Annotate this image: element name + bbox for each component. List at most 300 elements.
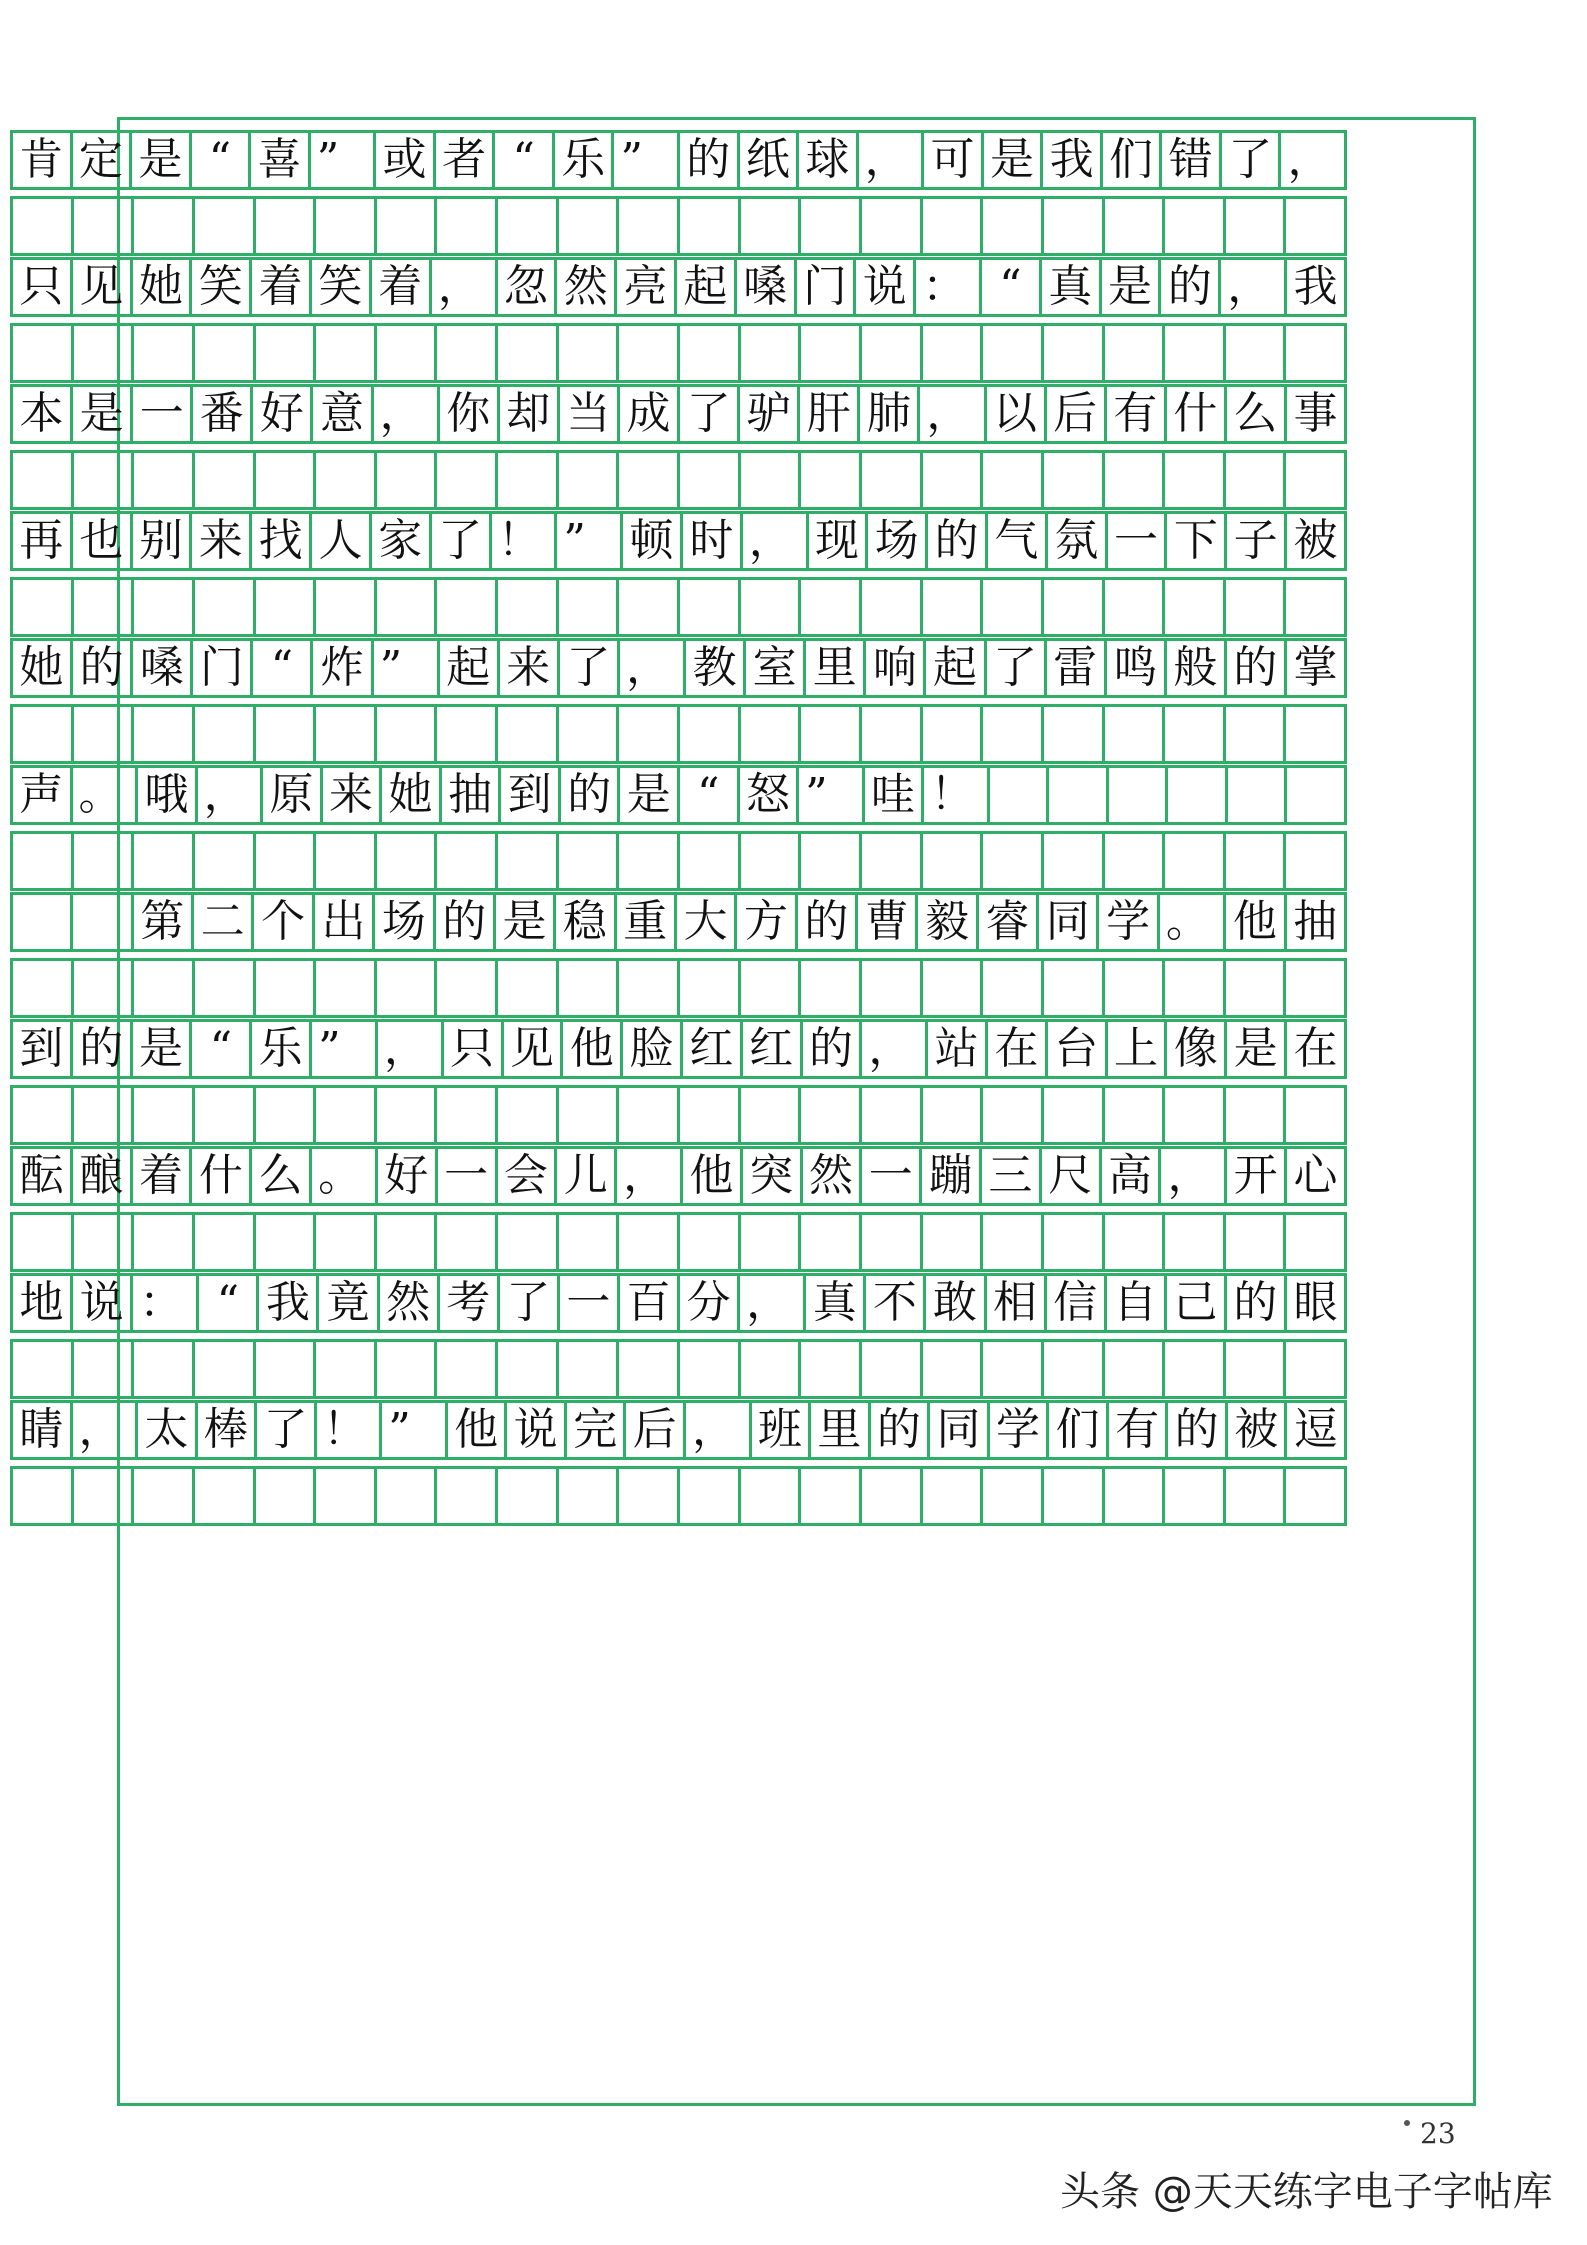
- grid-cell: [1105, 961, 1166, 1015]
- grid-cell: [923, 453, 984, 507]
- grid-cell: 她: [382, 768, 442, 822]
- grid-cell: 教: [686, 641, 746, 695]
- grid-cell: [13, 1342, 74, 1396]
- grid-cell: 乐: [555, 133, 615, 187]
- grid-cell: 然: [803, 1149, 863, 1203]
- grid-cell: 里: [806, 641, 866, 695]
- grid-cell: [801, 326, 862, 380]
- grid-cell: ”: [557, 514, 623, 568]
- grid-cell: [619, 326, 680, 380]
- grid-cell: [983, 961, 1044, 1015]
- grid-cell: 是: [132, 133, 192, 187]
- grid-cell: 番: [193, 387, 253, 441]
- grid-cell: [559, 1215, 620, 1269]
- grid-cell: 了: [987, 641, 1047, 695]
- grid-cell: [1044, 1088, 1105, 1142]
- grid-cell: [13, 326, 74, 380]
- grid-cell: 棒: [198, 1403, 258, 1457]
- grid-cell: [1286, 580, 1344, 634]
- grid-cell: [923, 961, 984, 1015]
- grid-cell: [74, 834, 135, 888]
- grid-cell: [437, 707, 498, 761]
- grid-cell: “: [192, 1022, 252, 1076]
- blank-row: [10, 958, 1347, 1018]
- grid-cell: [559, 580, 620, 634]
- grid-cell: 忽: [498, 260, 558, 314]
- grid-cell: [195, 199, 256, 253]
- grid-cell: [134, 453, 195, 507]
- grid-cell: [1105, 1088, 1166, 1142]
- grid-cell: 驴: [740, 387, 800, 441]
- grid-cell: [74, 199, 135, 253]
- grid-cell: [801, 1088, 862, 1142]
- grid-cell: 当: [560, 387, 620, 441]
- grid-cell: 怒: [740, 768, 800, 822]
- grid-cell: 以: [987, 387, 1047, 441]
- grid-cell: 着: [372, 260, 432, 314]
- grid-cell: 有: [1107, 387, 1167, 441]
- grid-cell: 纸: [740, 133, 800, 187]
- grid-cell: ，: [374, 387, 440, 441]
- grid-cell: [1226, 1088, 1287, 1142]
- grid-cell: 好: [253, 387, 313, 441]
- grid-cell: [680, 1215, 741, 1269]
- grid-cell: 脸: [623, 1022, 683, 1076]
- grid-cell: [377, 961, 438, 1015]
- grid-cell: 见: [504, 1022, 564, 1076]
- grid-cell: [1105, 1215, 1166, 1269]
- grid-cell: 原: [263, 768, 323, 822]
- grid-cell: 是: [984, 133, 1044, 187]
- grid-cell: [316, 199, 377, 253]
- grid-cell: [923, 1088, 984, 1142]
- grid-cell: [801, 453, 862, 507]
- page-number-dot: [1404, 2120, 1410, 2126]
- grid-cell: [862, 1342, 923, 1396]
- text-row: [10, 1273, 1347, 1333]
- grid-cell: 蹦: [922, 1149, 982, 1203]
- grid-cell: ，: [859, 133, 925, 187]
- grid-cell: 了: [500, 1276, 560, 1330]
- grid-cell: 掌: [1293, 642, 1338, 693]
- grid-cell: [680, 326, 741, 380]
- grid-cell: 哇: [865, 768, 925, 822]
- grid-cell: 的: [680, 133, 740, 187]
- grid-cell: 心: [1293, 1150, 1338, 1201]
- grid-cell: 相: [987, 1276, 1047, 1330]
- grid-cell: 二: [194, 895, 254, 949]
- grid-cell: [195, 453, 256, 507]
- blank-row: [10, 577, 1347, 637]
- grid-cell: 是: [133, 1022, 193, 1076]
- grid-cell: [923, 707, 984, 761]
- grid-cell: [195, 1469, 256, 1523]
- grid-cell: [316, 707, 377, 761]
- grid-cell: [134, 1342, 195, 1396]
- grid-cell: 上: [1108, 1022, 1168, 1076]
- grid-cell: “: [495, 133, 555, 187]
- grid-cell: 着: [133, 1149, 193, 1203]
- grid-cell: [680, 834, 741, 888]
- grid-cell: [1165, 453, 1226, 507]
- grid-cell: 眼: [1293, 1277, 1338, 1328]
- grid-cell: 在: [1293, 1023, 1338, 1074]
- grid-cell: [437, 1469, 498, 1523]
- grid-cell: 他: [563, 1022, 623, 1076]
- grid-cell: 抽: [442, 768, 502, 822]
- grid-cell: [801, 834, 862, 888]
- grid-cell: [74, 1469, 135, 1523]
- grid-cell: 一: [560, 1276, 620, 1330]
- grid-cell: 后: [1047, 387, 1107, 441]
- grid-cell: 一: [438, 1149, 498, 1203]
- grid-cell: [316, 834, 377, 888]
- grid-cell: 门: [193, 641, 253, 695]
- grid-cell: 像: [1167, 1022, 1227, 1076]
- grid-cell: 么: [1227, 387, 1287, 441]
- grid-cell: 哦: [138, 768, 198, 822]
- grid-cell: 是: [496, 895, 556, 949]
- grid-cell: ”: [312, 1022, 378, 1076]
- grid-cell: [74, 580, 135, 634]
- grid-cell: 是: [620, 768, 680, 822]
- text-row: [10, 130, 1347, 190]
- grid-cell: 红: [683, 1022, 743, 1076]
- grid-cell: 有: [1109, 1403, 1169, 1457]
- grid-cell: [801, 1469, 862, 1523]
- grid-cell: ，: [378, 1022, 444, 1076]
- grid-cell: [1165, 199, 1226, 253]
- grid-cell: [134, 834, 195, 888]
- grid-cell: [13, 453, 74, 507]
- grid-cell: ”: [311, 133, 377, 187]
- grid-cell: [437, 1342, 498, 1396]
- grid-cell: [1226, 834, 1287, 888]
- grid-cell: [256, 1342, 317, 1396]
- text-row: [10, 1400, 1347, 1460]
- grid-cell: [256, 834, 317, 888]
- grid-cell: 然: [557, 260, 617, 314]
- grid-cell: ！: [317, 1403, 383, 1457]
- grid-cell: 一: [1108, 514, 1168, 568]
- grid-cell: 的: [803, 1022, 863, 1076]
- grid-cell: [256, 453, 317, 507]
- grid-cell: [741, 961, 802, 1015]
- grid-cell: 亮: [617, 260, 677, 314]
- grid-cell: 一: [133, 387, 193, 441]
- grid-cell: [74, 453, 135, 507]
- grid-cell: [1105, 707, 1166, 761]
- grid-cell: [680, 707, 741, 761]
- grid-cell: 好: [378, 1149, 438, 1203]
- grid-cell: 里: [811, 1403, 871, 1457]
- grid-cell: 是: [1102, 260, 1162, 314]
- grid-cell: [923, 1469, 984, 1523]
- blank-row: [10, 704, 1347, 764]
- grid-cell: 来: [500, 641, 560, 695]
- grid-cell: [680, 1342, 741, 1396]
- grid-cell: 喜: [251, 133, 311, 187]
- grid-cell: [619, 834, 680, 888]
- grid-cell: [862, 707, 923, 761]
- grid-cell: [559, 1469, 620, 1523]
- grid-cell: [990, 768, 1050, 822]
- grid-cell: [1165, 961, 1226, 1015]
- grid-cell: ”: [614, 133, 680, 187]
- grid-cell: 室: [746, 641, 806, 695]
- grid-cell: 班: [752, 1403, 812, 1457]
- text-row: [10, 384, 1347, 444]
- grid-cell: [1226, 1469, 1287, 1523]
- grid-cell: [1165, 707, 1226, 761]
- grid-cell: [741, 1215, 802, 1269]
- grid-cell: 学: [1099, 895, 1159, 949]
- grid-cell: 竟: [319, 1276, 379, 1330]
- grid-cell: 球: [799, 133, 859, 187]
- grid-cell: 在: [988, 1022, 1048, 1076]
- grid-cell: 地: [13, 1276, 73, 1330]
- grid-cell: ，: [740, 1276, 806, 1330]
- grid-cell: [316, 1215, 377, 1269]
- grid-cell: [1226, 453, 1287, 507]
- grid-cell: [437, 580, 498, 634]
- grid-cell: [437, 961, 498, 1015]
- grid-cell: 肺: [860, 387, 920, 441]
- grid-cell: [74, 1342, 135, 1396]
- grid-cell: 会: [498, 1149, 558, 1203]
- grid-cell: [1044, 580, 1105, 634]
- grid-cell: [256, 580, 317, 634]
- grid-cell: 真: [1042, 260, 1102, 314]
- grid-cell: [983, 1469, 1044, 1523]
- grid-cell: [195, 707, 256, 761]
- grid-cell: [1105, 326, 1166, 380]
- grid-cell: 太: [138, 1403, 198, 1457]
- grid-cell: 的: [1161, 260, 1221, 314]
- grid-cell: 只: [13, 260, 73, 314]
- grid-cell: [1105, 453, 1166, 507]
- blank-row: [10, 1466, 1347, 1526]
- grid-cell: [316, 1342, 377, 1396]
- grid-cell: [741, 199, 802, 253]
- grid-cell: [923, 326, 984, 380]
- text-row: [10, 1019, 1347, 1079]
- grid-cell: [741, 326, 802, 380]
- grid-cell: [498, 1469, 559, 1523]
- blank-row: [10, 1085, 1347, 1145]
- grid-cell: 了: [1222, 133, 1282, 187]
- grid-cell: 的: [73, 641, 133, 695]
- grid-cell: [1286, 961, 1344, 1015]
- grid-cell: [377, 1342, 438, 1396]
- grid-cell: “: [192, 133, 252, 187]
- grid-cell: [862, 961, 923, 1015]
- grid-cell: 也: [73, 514, 133, 568]
- grid-cell: 来: [323, 768, 383, 822]
- grid-cell: [1286, 707, 1344, 761]
- grid-cell: [498, 199, 559, 253]
- grid-cell: [619, 199, 680, 253]
- grid-cell: 可: [924, 133, 984, 187]
- grid-cell: [983, 834, 1044, 888]
- grid-cell: 起: [440, 641, 500, 695]
- grid-cell: 声: [13, 768, 73, 822]
- grid-cell: 逗: [1293, 1404, 1338, 1455]
- grid-cell: 们: [1103, 133, 1163, 187]
- grid-cell: 意: [313, 387, 373, 441]
- grid-cell: ”: [374, 641, 440, 695]
- blank-row: [10, 1339, 1347, 1399]
- grid-cell: “: [680, 768, 740, 822]
- grid-cell: [923, 834, 984, 888]
- grid-cell: [498, 326, 559, 380]
- grid-cell: 我: [1293, 261, 1338, 312]
- grid-cell: 尺: [1042, 1149, 1102, 1203]
- grid-cell: [983, 1215, 1044, 1269]
- grid-cell: [1105, 834, 1166, 888]
- text-row: [10, 892, 1347, 952]
- grid-cell: [1228, 768, 1288, 822]
- grid-cell: 抽: [1293, 896, 1338, 947]
- grid-cell: ，: [432, 260, 498, 314]
- grid-cell: 是: [73, 387, 133, 441]
- grid-cell: [74, 326, 135, 380]
- grid-cell: [437, 453, 498, 507]
- grid-cell: [13, 707, 74, 761]
- grid-cell: [498, 707, 559, 761]
- grid-cell: [256, 961, 317, 1015]
- grid-cell: [498, 453, 559, 507]
- grid-cell: 的: [798, 895, 858, 949]
- grid-cell: [195, 961, 256, 1015]
- grid-cell: 睛: [13, 1403, 73, 1457]
- grid-cell: [1044, 199, 1105, 253]
- grid-cell: [1286, 1088, 1344, 1142]
- grid-cell: 。: [73, 768, 139, 822]
- grid-cell: [741, 1342, 802, 1396]
- grid-cell: 的: [871, 1403, 931, 1457]
- blank-row: [10, 323, 1347, 383]
- grid-cell: [801, 1215, 862, 1269]
- grid-cell: 睿: [979, 895, 1039, 949]
- grid-cell: 说: [856, 260, 916, 314]
- grid-cell: 定: [73, 133, 133, 187]
- grid-cell: [377, 1088, 438, 1142]
- grid-cell: [1044, 1469, 1105, 1523]
- grid-cell: [619, 961, 680, 1015]
- grid-cell: 一: [862, 1149, 922, 1203]
- grid-cell: [1165, 834, 1226, 888]
- grid-cell: [1109, 768, 1169, 822]
- grid-cell: 站: [928, 1022, 988, 1076]
- grid-cell: [134, 707, 195, 761]
- grid-cell: 重: [617, 895, 677, 949]
- grid-cell: 场: [375, 895, 435, 949]
- grid-cell: [377, 199, 438, 253]
- grid-cell: [801, 961, 862, 1015]
- grid-cell: [680, 199, 741, 253]
- grid-cell: 什: [192, 1149, 252, 1203]
- grid-cell: [619, 580, 680, 634]
- grid-cell: 家: [372, 514, 432, 568]
- grid-cell: [983, 1342, 1044, 1396]
- grid-cell: [498, 1088, 559, 1142]
- grid-cell: 了: [432, 514, 492, 568]
- grid-cell: [73, 895, 133, 949]
- grid-cell: ：: [133, 1276, 199, 1330]
- grid-cell: 突: [743, 1149, 803, 1203]
- grid-cell: [1286, 326, 1344, 380]
- grid-cell: 的: [1227, 641, 1287, 695]
- grid-cell: 成: [620, 387, 680, 441]
- grid-cell: [559, 961, 620, 1015]
- grid-cell: 么: [252, 1149, 312, 1203]
- grid-cell: [134, 1215, 195, 1269]
- grid-cell: 儿: [557, 1149, 617, 1203]
- grid-cell: 响: [866, 641, 926, 695]
- grid-cell: 了: [560, 641, 620, 695]
- grid-cell: [195, 326, 256, 380]
- grid-cell: [862, 1215, 923, 1269]
- grid-cell: [1105, 1469, 1166, 1523]
- grid-cell: [1226, 1342, 1287, 1396]
- text-row: [10, 638, 1347, 698]
- grid-cell: [680, 1469, 741, 1523]
- grid-cell: 曹: [858, 895, 918, 949]
- grid-cell: [256, 199, 317, 253]
- grid-cell: 被: [1228, 1403, 1288, 1457]
- grid-cell: [134, 961, 195, 1015]
- grid-cell: [134, 580, 195, 634]
- grid-cell: [1165, 326, 1226, 380]
- grid-cell: ：: [916, 260, 982, 314]
- grid-cell: [256, 1469, 317, 1523]
- grid-cell: [1044, 1215, 1105, 1269]
- grid-cell: ！: [924, 768, 990, 822]
- grid-cell: [983, 199, 1044, 253]
- text-row: [10, 765, 1347, 825]
- grid-cell: [923, 1215, 984, 1269]
- grid-cell: [498, 834, 559, 888]
- grid-cell: 他: [1226, 895, 1286, 949]
- grid-cell: [13, 834, 74, 888]
- grid-cell: [1226, 580, 1287, 634]
- grid-cell: [1226, 1215, 1287, 1269]
- grid-cell: [801, 1342, 862, 1396]
- grid-cell: 他: [448, 1403, 508, 1457]
- grid-cell: 下: [1167, 514, 1227, 568]
- grid-cell: “: [253, 641, 313, 695]
- grid-cell: [559, 1088, 620, 1142]
- grid-cell: 们: [1049, 1403, 1109, 1457]
- grid-cell: [1286, 834, 1344, 888]
- grid-cell: 学: [990, 1403, 1050, 1457]
- grid-cell: [195, 1342, 256, 1396]
- grid-cell: 笑: [192, 260, 252, 314]
- grid-cell: [1105, 580, 1166, 634]
- text-row: [10, 1146, 1347, 1206]
- grid-cell: “: [982, 260, 1042, 314]
- grid-cell: [862, 580, 923, 634]
- grid-cell: [559, 326, 620, 380]
- grid-cell: 子: [1227, 514, 1287, 568]
- grid-cell: 毅: [918, 895, 978, 949]
- grid-cell: 起: [926, 641, 986, 695]
- grid-cell: 者: [436, 133, 496, 187]
- grid-cell: 你: [440, 387, 500, 441]
- grid-cell: [801, 580, 862, 634]
- grid-cell: [862, 326, 923, 380]
